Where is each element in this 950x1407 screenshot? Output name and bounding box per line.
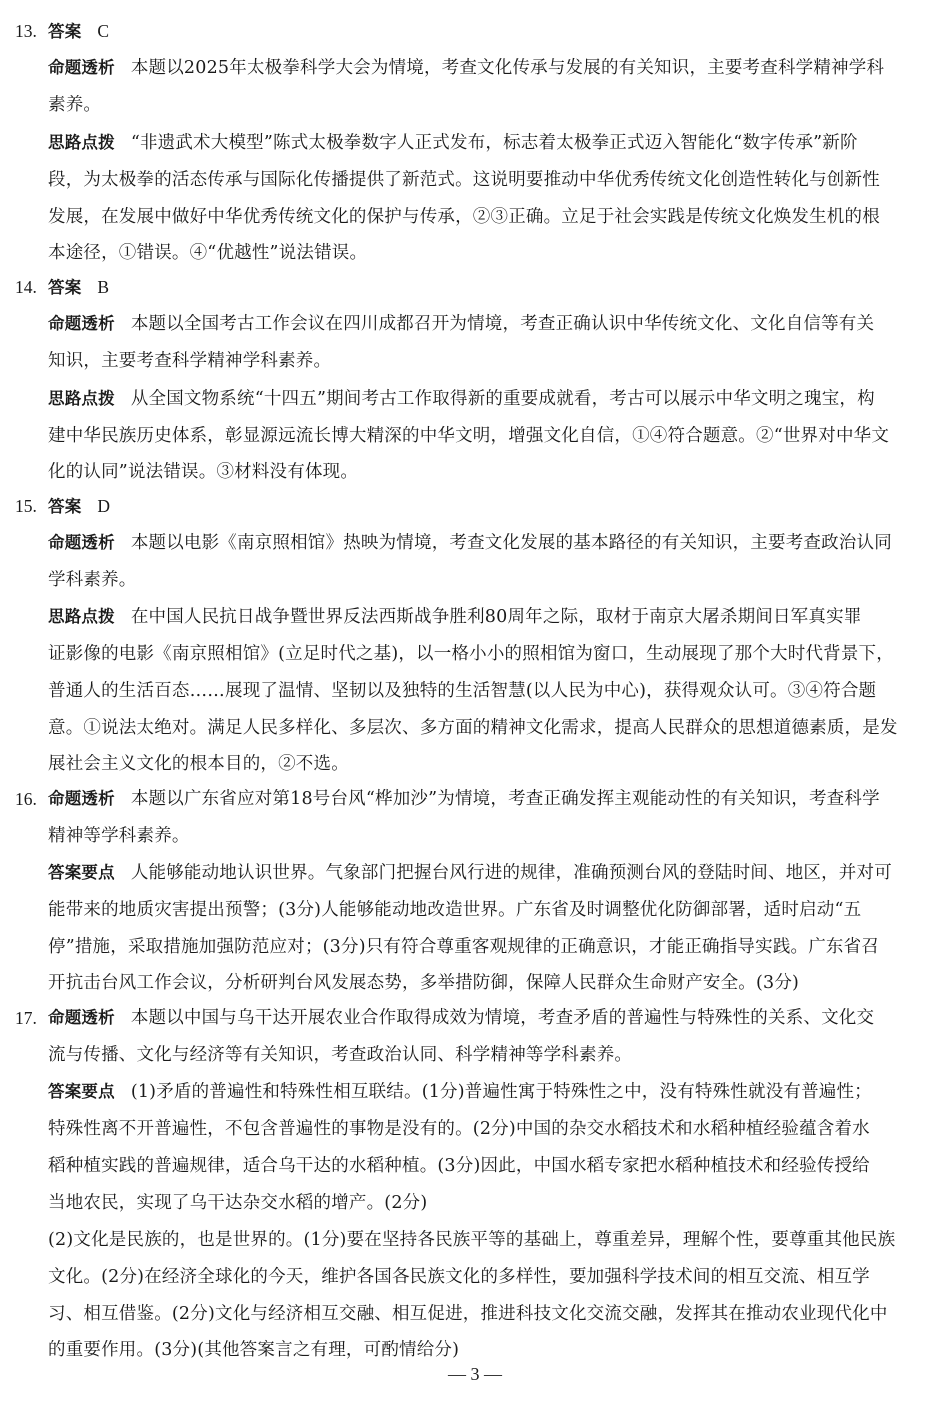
question-17-key-points xyxy=(48,1075,928,1109)
text-line: 发展，在发展中做好中华优秀传统文化的保护与传承，②③正确。立足于社会实践是传统文化焕发生机的根 xyxy=(48,207,880,227)
text-line: 展社会主义文化的根本目的，②不选。 xyxy=(48,754,349,774)
answer-label: 答案 xyxy=(48,497,82,516)
text-line: 本题以2025年太极拳科学大会为情境，考查文化传承与发展的有关知识，主要考查科学精神学科 xyxy=(130,58,885,78)
text-line: 开抗击台风工作会议，分析研判台风发展态势，多举措防御，保障人民群众生命财产安全。(3分) xyxy=(48,973,800,993)
question-15-number: 15. xyxy=(15,496,37,516)
question-14-hint xyxy=(48,382,928,416)
intent-label: 命题透析 xyxy=(48,58,115,77)
text-line: 停”措施，采取措施加强防范应对；(3分)只有符合尊重客观规律的正确意识，才能正确指导实践。广东省召 xyxy=(48,937,880,957)
text-line: 精神等学科素养。 xyxy=(48,826,190,846)
intent-label: 命题透析 xyxy=(48,789,115,808)
text-line: 人能够能动地认识世界。气象部门把握台风行进的规律，准确预测台风的登陆时间、地区，并对可 xyxy=(130,863,892,883)
question-16-key-points xyxy=(48,856,928,890)
text-line: 本题以广东省应对第18号台风“桦加沙”为情境，考查正确发挥主观能动性的有关知识，考查科学 xyxy=(130,789,880,809)
question-15-hint xyxy=(48,600,928,634)
question-14-intent xyxy=(48,307,928,341)
text-line: 素养。 xyxy=(48,95,102,115)
text-line: 的重要作用。(3分)(其他答案言之有理，可酌情给分) xyxy=(48,1340,460,1360)
answer-value: C xyxy=(97,21,110,41)
text-line: 本题以中国与乌干达开展农业合作取得成效为情境，考查矛盾的普遍性与特殊性的关系、文化交 xyxy=(130,1008,875,1028)
question-15-intent xyxy=(48,526,928,560)
text-line: 化的认同”说法错误。③材料没有体现。 xyxy=(48,462,359,482)
page-number: — 3 — xyxy=(448,1364,502,1384)
text-line: 学科素养。 xyxy=(48,570,137,590)
text-line: 在中国人民抗日战争暨世界反法西斯战争胜利80周年之际，取材于南京大屠杀期间日军真实罪 xyxy=(130,607,862,627)
text-line: 从全国文物系统“十四五”期间考古工作取得新的重要成就看，考古可以展示中华文明之瑰宝，构 xyxy=(130,389,875,409)
question-16-number: 16. xyxy=(15,789,37,809)
question-13-hint xyxy=(48,126,928,160)
intent-label: 命题透析 xyxy=(48,1008,115,1027)
text-line: 段，为太极拳的活态传承与国际化传播提供了新范式。这说明要推动中华优秀传统文化创造性转化与创新性 xyxy=(48,170,880,190)
text-line: 文化。(2分)在经济全球化的今天，维护各国各民族文化的多样性，要加强科学技术间的相互交流、相互学 xyxy=(48,1267,870,1287)
key-points-label: 答案要点 xyxy=(48,863,115,882)
text-line: 能带来的地质灾害提出预警；(3分)人能够能动地改造世界。广东省及时调整优化防御部署，适时启动“五 xyxy=(48,900,862,920)
question-15-answer xyxy=(48,489,928,523)
text-line: 流与传播、文化与经济等有关知识，考查政治认同、科学精神等学科素养。 xyxy=(48,1045,633,1065)
question-17-number: 17. xyxy=(15,1008,37,1028)
intent-label: 命题透析 xyxy=(48,314,115,333)
hint-label: 思路点拨 xyxy=(48,607,115,626)
text-line: 知识，主要考查科学精神学科素养。 xyxy=(48,351,332,371)
text-line: 本题以全国考古工作会议在四川成都召开为情境，考查正确认识中华传统文化、文化自信等有关 xyxy=(130,314,875,334)
text-line: 当地农民，实现了乌干达杂交水稻的增产。(2分) xyxy=(48,1193,428,1213)
answer-label: 答案 xyxy=(48,278,82,297)
key-points-label: 答案要点 xyxy=(48,1082,115,1101)
question-14-number: 14. xyxy=(15,277,37,297)
text-line: 意。①说法太绝对。满足人民多样化、多层次、多方面的精神文化需求，提高人民群众的思想道德素质，是发 xyxy=(48,718,898,738)
text-line: 本题以电影《南京照相馆》热映为情境，考查文化发展的基本路径的有关知识，主要考查政治认同 xyxy=(130,533,892,553)
text-line: 本途径，①错误。④“优越性”说法错误。 xyxy=(48,243,368,263)
hint-label: 思路点拨 xyxy=(48,133,115,152)
question-17-intent xyxy=(48,1001,928,1035)
text-line: 普通人的生活百态……展现了温情、坚韧以及独特的生活智慧(以人民为中心)，获得观众认可。③④符合题 xyxy=(48,681,877,701)
hint-label: 思路点拨 xyxy=(48,389,115,408)
question-16-intent xyxy=(48,782,928,816)
answer-value: D xyxy=(97,496,111,516)
text-line: (2)文化是民族的，也是世界的。(1分)要在坚持各民族平等的基础上，尊重差异，理解个性，要尊重其他民族 xyxy=(48,1230,896,1250)
text-line: 证影像的电影《南京照相馆》(立足时代之基)，以一格小小的照相馆为窗口，生动展现了那个大时代背景下， xyxy=(48,644,894,664)
text-line: 建中华民族历史体系，彰显源远流长博大精深的中华文明，增强文化自信，①④符合题意。②“世界对中华文 xyxy=(48,426,890,446)
text-line: (1)矛盾的普遍性和特殊性相互联结。(1分)普遍性寓于特殊性之中，没有特殊性就没有普遍性； xyxy=(130,1082,872,1102)
question-14-answer xyxy=(48,270,928,304)
text-line: “非遗武术大模型”陈式太极拳数字人正式发布，标志着太极拳正式迈入智能化“数字传承”新阶 xyxy=(130,133,858,153)
question-13-intent xyxy=(48,51,928,85)
text-line: 稻种植实践的普遍规律，适合乌干达的水稻种植。(3分)因此，中国水稻专家把水稻种植技术和经验传授给 xyxy=(48,1156,870,1176)
answer-value: B xyxy=(97,277,110,297)
question-13-number: 13. xyxy=(15,21,37,41)
text-line: 习、相互借鉴。(2分)文化与经济相互交融、相互促进，推进科技文化交流交融，发挥其在推动农业现代化中 xyxy=(48,1304,888,1324)
question-13-answer xyxy=(48,14,928,48)
intent-label: 命题透析 xyxy=(48,533,115,552)
text-line: 特殊性离不开普遍性，不包含普遍性的事物是没有的。(2分)中国的杂交水稻技术和水稻种植经验蕴含着水 xyxy=(48,1119,870,1139)
answer-label: 答案 xyxy=(48,22,82,41)
